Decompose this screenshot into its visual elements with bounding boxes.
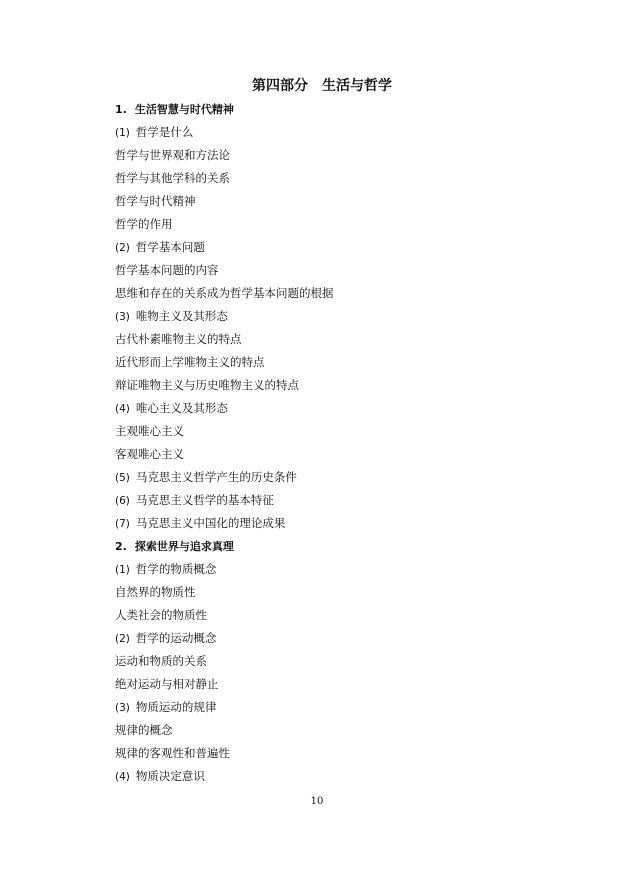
outline-text: 辩证唯物主义与历史唯物主义的特点 bbox=[115, 378, 299, 392]
outline-text: 马克思主义哲学产生的历史条件 bbox=[135, 470, 297, 484]
outline-text: 马克思主义中国化的理论成果 bbox=[135, 516, 286, 530]
outline-number: (7) bbox=[115, 518, 130, 530]
outline-text: 古代朴素唯物主义的特点 bbox=[115, 332, 242, 346]
outline-item bbox=[115, 351, 535, 374]
outline-number: (3) bbox=[115, 702, 130, 714]
outline-subsection bbox=[115, 489, 535, 512]
outline-text: 唯物主义及其形态 bbox=[135, 309, 228, 323]
outline-number: 1. bbox=[115, 103, 127, 116]
outline-item bbox=[115, 374, 535, 397]
outline-text: 自然界的物质性 bbox=[115, 585, 196, 599]
outline-item bbox=[115, 144, 535, 167]
outline-item bbox=[115, 259, 535, 282]
outline-item bbox=[115, 328, 535, 351]
outline-text: 哲学的运动概念 bbox=[135, 631, 217, 645]
outline-text: 探索世界与追求真理 bbox=[134, 540, 234, 553]
outline-item bbox=[115, 581, 535, 604]
outline-item bbox=[115, 443, 535, 466]
outline-text: 近代形而上学唯物主义的特点 bbox=[115, 355, 265, 369]
outline-text: 人类社会的物质性 bbox=[115, 608, 207, 622]
outline-text: 哲学基本问题的内容 bbox=[115, 263, 219, 277]
outline-text: 规律的概念 bbox=[115, 723, 173, 737]
outline-subsection bbox=[115, 627, 535, 650]
outline-text: 马克思主义哲学的基本特征 bbox=[135, 493, 274, 507]
page-number: 10 bbox=[310, 796, 324, 807]
outline-list bbox=[115, 98, 535, 788]
outline-section bbox=[115, 98, 535, 121]
outline-item bbox=[115, 190, 535, 213]
outline-text: 哲学与其他学科的关系 bbox=[115, 171, 230, 185]
outline-number: (5) bbox=[115, 472, 130, 484]
outline-number: (3) bbox=[115, 311, 130, 323]
outline-subsection bbox=[115, 466, 535, 489]
outline-item bbox=[115, 742, 535, 765]
outline-item bbox=[115, 420, 535, 443]
outline-text: 规律的客观性和普遍性 bbox=[115, 746, 230, 760]
outline-text: 哲学是什么 bbox=[135, 125, 194, 139]
outline-subsection bbox=[115, 512, 535, 535]
outline-item bbox=[115, 167, 535, 190]
outline-text: 物质决定意识 bbox=[135, 769, 205, 783]
outline-subsection bbox=[115, 397, 535, 420]
outline-number: (1) bbox=[115, 564, 130, 576]
outline-item bbox=[115, 604, 535, 627]
outline-number: (4) bbox=[115, 403, 130, 415]
outline-number: 2. bbox=[115, 540, 127, 553]
title-part: 第四部分 bbox=[252, 78, 308, 94]
outline-number: (2) bbox=[115, 633, 130, 645]
page-title bbox=[0, 77, 620, 95]
outline-number: (2) bbox=[115, 242, 130, 254]
outline-text: 运动和物质的关系 bbox=[115, 654, 207, 668]
outline-subsection bbox=[115, 236, 535, 259]
outline-text: 哲学的作用 bbox=[115, 217, 173, 231]
outline-subsection bbox=[115, 121, 535, 144]
outline-text: 生活智慧与时代精神 bbox=[134, 103, 234, 116]
outline-text: 客观唯心主义 bbox=[115, 447, 184, 461]
outline-number: (1) bbox=[115, 127, 130, 139]
outline-subsection bbox=[115, 696, 535, 719]
outline-text: 哲学与世界观和方法论 bbox=[115, 148, 230, 162]
outline-text: 哲学的物质概念 bbox=[135, 562, 217, 576]
outline-item bbox=[115, 673, 535, 696]
outline-text: 唯心主义及其形态 bbox=[135, 401, 228, 415]
outline-subsection bbox=[115, 558, 535, 581]
outline-text: 哲学基本问题 bbox=[135, 240, 205, 254]
outline-text: 主观唯心主义 bbox=[115, 424, 184, 438]
outline-text: 哲学与时代精神 bbox=[115, 194, 196, 208]
outline-item bbox=[115, 719, 535, 742]
outline-text: 思维和存在的关系成为哲学基本问题的根据 bbox=[115, 286, 334, 300]
outline-item bbox=[115, 213, 535, 236]
outline-number: (4) bbox=[115, 771, 130, 783]
outline-text: 绝对运动与相对静止 bbox=[115, 677, 219, 691]
outline-subsection bbox=[115, 305, 535, 328]
outline-number: (6) bbox=[115, 495, 130, 507]
outline-section bbox=[115, 535, 535, 558]
outline-text: 物质运动的规律 bbox=[135, 700, 217, 714]
outline-item bbox=[115, 282, 535, 305]
outline-item bbox=[115, 650, 535, 673]
title-name: 生活与哲学 bbox=[322, 78, 392, 94]
outline-subsection bbox=[115, 765, 535, 788]
